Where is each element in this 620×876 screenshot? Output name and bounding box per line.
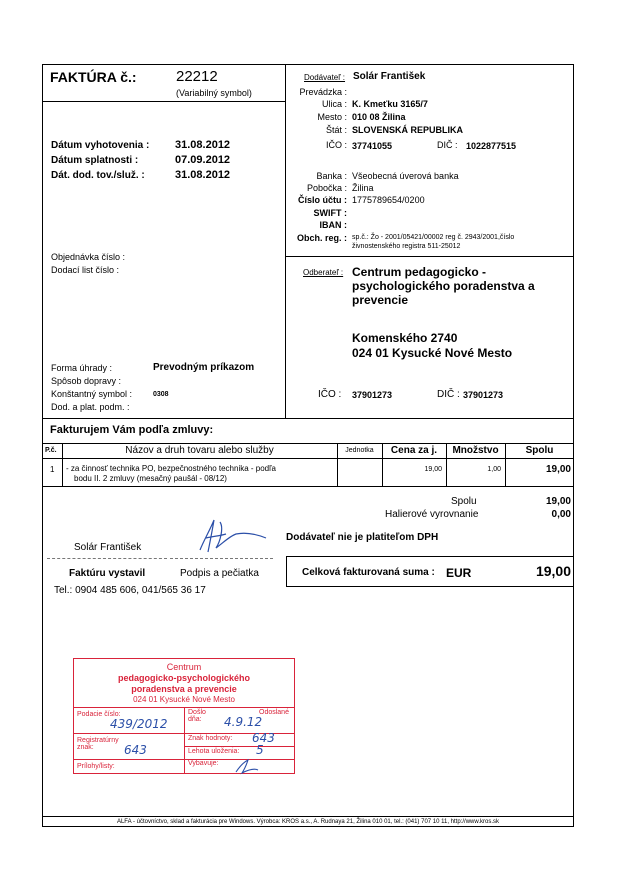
registry-mark-value: 643 xyxy=(124,743,147,757)
payment-method-value: Prevodným príkazom xyxy=(153,362,255,373)
divider xyxy=(42,443,574,444)
divider xyxy=(42,486,574,487)
grand-total-value: 19,00 xyxy=(535,563,571,579)
storage-period-value: 5 xyxy=(256,743,264,757)
street-label: Ulica : xyxy=(321,99,347,109)
handled-by-initials xyxy=(232,758,262,775)
account-value: 1775789654/0200 xyxy=(352,195,425,205)
customer-street: Komenského 2740 xyxy=(352,331,458,345)
phone-number: Tel.: 0904 485 606, 041/565 36 17 xyxy=(54,585,206,596)
city-label: Mesto : xyxy=(317,112,347,122)
sign-stamp-label: Podpis a pečiatka xyxy=(180,568,259,579)
column-header-qty: Množstvo xyxy=(452,445,499,456)
bank-value: Všeobecná úverová banka xyxy=(352,171,459,181)
sum-label: Spolu xyxy=(451,496,477,507)
customer-dic-label: DIČ : xyxy=(437,389,460,400)
variable-symbol-note: (Variabilný symbol) xyxy=(176,88,252,98)
issuer-name: Solár František xyxy=(74,542,142,553)
city-value: 010 08 Žilina xyxy=(352,112,406,122)
bank-label: Banka : xyxy=(316,171,347,181)
rounding-value: 0,00 xyxy=(551,509,571,520)
issue-date-value: 31.08.2012 xyxy=(175,139,231,151)
premises-label: Prevádzka : xyxy=(299,87,347,97)
column-header-no: P.č. xyxy=(45,447,57,454)
row-price: 19,00 xyxy=(424,466,442,473)
sent-label: Odoslané xyxy=(259,709,289,716)
grand-total-currency: EUR xyxy=(446,566,472,580)
vat-note: Dodávateľ nie je platiteľom DPH xyxy=(286,532,439,543)
customer-city: 024 01 Kysucké Nové Mesto xyxy=(352,346,513,360)
divider xyxy=(42,816,574,817)
terms-label: Dod. a plat. podm. : xyxy=(51,402,130,412)
issued-by-label: Faktúru vystavil xyxy=(69,568,146,579)
delivery-date-label: Dát. dod. tov./služ. : xyxy=(51,170,145,181)
column-header-total: Spolu xyxy=(525,445,554,456)
registry-stamp xyxy=(73,658,295,774)
registry-mark-label: Registratúrny znak: xyxy=(77,737,119,751)
issue-date-label: Dátum vyhotovenia : xyxy=(51,140,150,151)
account-label: Číslo účtu : xyxy=(298,195,347,205)
customer-name-1: Centrum pedagogicko - xyxy=(352,265,487,279)
supplier-ico-value: 37741055 xyxy=(352,141,393,151)
signature-line xyxy=(170,558,273,559)
payment-method-label: Forma úhrady : xyxy=(51,363,113,373)
arrived-value: 4.9.12 xyxy=(224,715,263,729)
stamp-grid-vert xyxy=(184,707,185,773)
handled-by-label: Vybavuje: xyxy=(188,760,219,767)
customer-name-3: prevencie xyxy=(352,293,409,307)
attachments-label: Prílohy/listy: xyxy=(77,763,115,770)
received-number-value: 439/2012 xyxy=(110,717,168,731)
signature-line xyxy=(47,558,167,559)
footer-text: ALFA - účtovníctvo, sklad a fakturácia pre Windows. Výrobca: KROS a.s., A. Rudnaya 21, Žilina 010 01, tel.: (041) 707 10 11, http://www.kros.sk xyxy=(116,819,500,825)
stamp-line-4: 024 01 Kysucké Nové Mesto xyxy=(133,695,235,704)
grand-total-label: Celková fakturovaná suma : xyxy=(302,567,435,578)
divider-vertical xyxy=(285,64,286,418)
supplier-dic-label: DIČ : xyxy=(437,140,458,150)
due-date-label: Dátum splatnosti : xyxy=(51,155,139,166)
value-mark-label: Znak hodnoty: xyxy=(188,735,233,742)
column-header-price: Cena za j. xyxy=(390,445,438,456)
trade-register-value-2: živnostenského registra 511-25012 xyxy=(352,243,461,250)
state-value: SLOVENSKÁ REPUBLIKA xyxy=(352,125,464,135)
supplier-caption: Dodávateľ : xyxy=(304,73,346,82)
row-number: 1 xyxy=(50,465,55,474)
customer-name-2: psychologického poradenstva a xyxy=(352,279,535,293)
branch-value: Žilina xyxy=(352,183,374,193)
customer-ico-value: 37901273 xyxy=(352,390,393,400)
transport-label: Spôsob dopravy : xyxy=(51,376,122,386)
supplier-dic-value: 1022877515 xyxy=(466,141,517,151)
items-heading: Fakturujem Vám podľa zmluvy: xyxy=(50,424,214,436)
customer-caption: Odberateľ : xyxy=(303,268,344,277)
customer-ico-label: IČO : xyxy=(318,389,342,400)
invoice-number: 22212 xyxy=(176,68,218,85)
stamp-line-2: pedagogicko-psychologického xyxy=(117,673,251,683)
arrived-label: Došlo dňa: xyxy=(188,709,206,723)
rounding-label: Halierové vyrovnanie xyxy=(385,509,479,520)
supplier-ico-label: IČO : xyxy=(325,140,347,150)
row-total: 19,00 xyxy=(545,464,571,475)
constant-symbol-value: 0308 xyxy=(153,391,169,398)
sum-value: 19,00 xyxy=(545,496,571,507)
customer-dic-value: 37901273 xyxy=(463,390,504,400)
storage-period-label: Lehota uloženia: xyxy=(188,748,240,755)
due-date-value: 07.09.2012 xyxy=(175,154,231,166)
swift-label: SWIFT : xyxy=(313,208,347,218)
iban-label: IBAN : xyxy=(319,220,347,230)
order-number-label: Objednávka číslo : xyxy=(51,252,126,262)
state-label: Štát : xyxy=(325,125,347,135)
constant-symbol-label: Konštantný symbol : xyxy=(51,389,133,399)
stamp-grid-right xyxy=(184,746,294,747)
trade-register-label: Obch. reg. : xyxy=(296,233,347,243)
supplier-name: Solár František xyxy=(353,71,426,82)
row-description-2: bodu II. 2 zmluvy (mesačný paušál - 08/12) xyxy=(74,474,227,483)
branch-label: Pobočka : xyxy=(306,183,347,193)
invoice-title: FAKTÚRA č.: xyxy=(50,69,137,85)
trade-register-value-1: sp.č.: Žo - 2001/05421/00002 reg č. 2943/2001,číslo xyxy=(352,234,515,241)
delivery-date-value: 31.08.2012 xyxy=(175,169,231,181)
value-mark-value: 643 xyxy=(252,731,275,745)
divider xyxy=(42,418,574,419)
street-value: K. Kmeťku 3165/7 xyxy=(352,99,428,109)
divider xyxy=(285,256,574,257)
column-header-unit: Jednotka xyxy=(345,447,374,454)
delivery-note-label: Dodací list číslo : xyxy=(51,265,120,275)
received-number-label: Podacie číslo: xyxy=(77,711,121,718)
row-description-1: - za činnosť technika PO, bezpečnostného technika - podľa xyxy=(66,464,276,473)
stamp-line-3: poradenstva a prevencie xyxy=(131,684,237,694)
handwritten-signature xyxy=(190,512,270,557)
column-header-name: Názov a druh tovaru alebo služby xyxy=(125,445,274,456)
row-quantity: 1,00 xyxy=(487,466,501,473)
stamp-line-1: Centrum xyxy=(166,662,202,672)
divider xyxy=(42,101,285,102)
divider xyxy=(42,458,574,459)
